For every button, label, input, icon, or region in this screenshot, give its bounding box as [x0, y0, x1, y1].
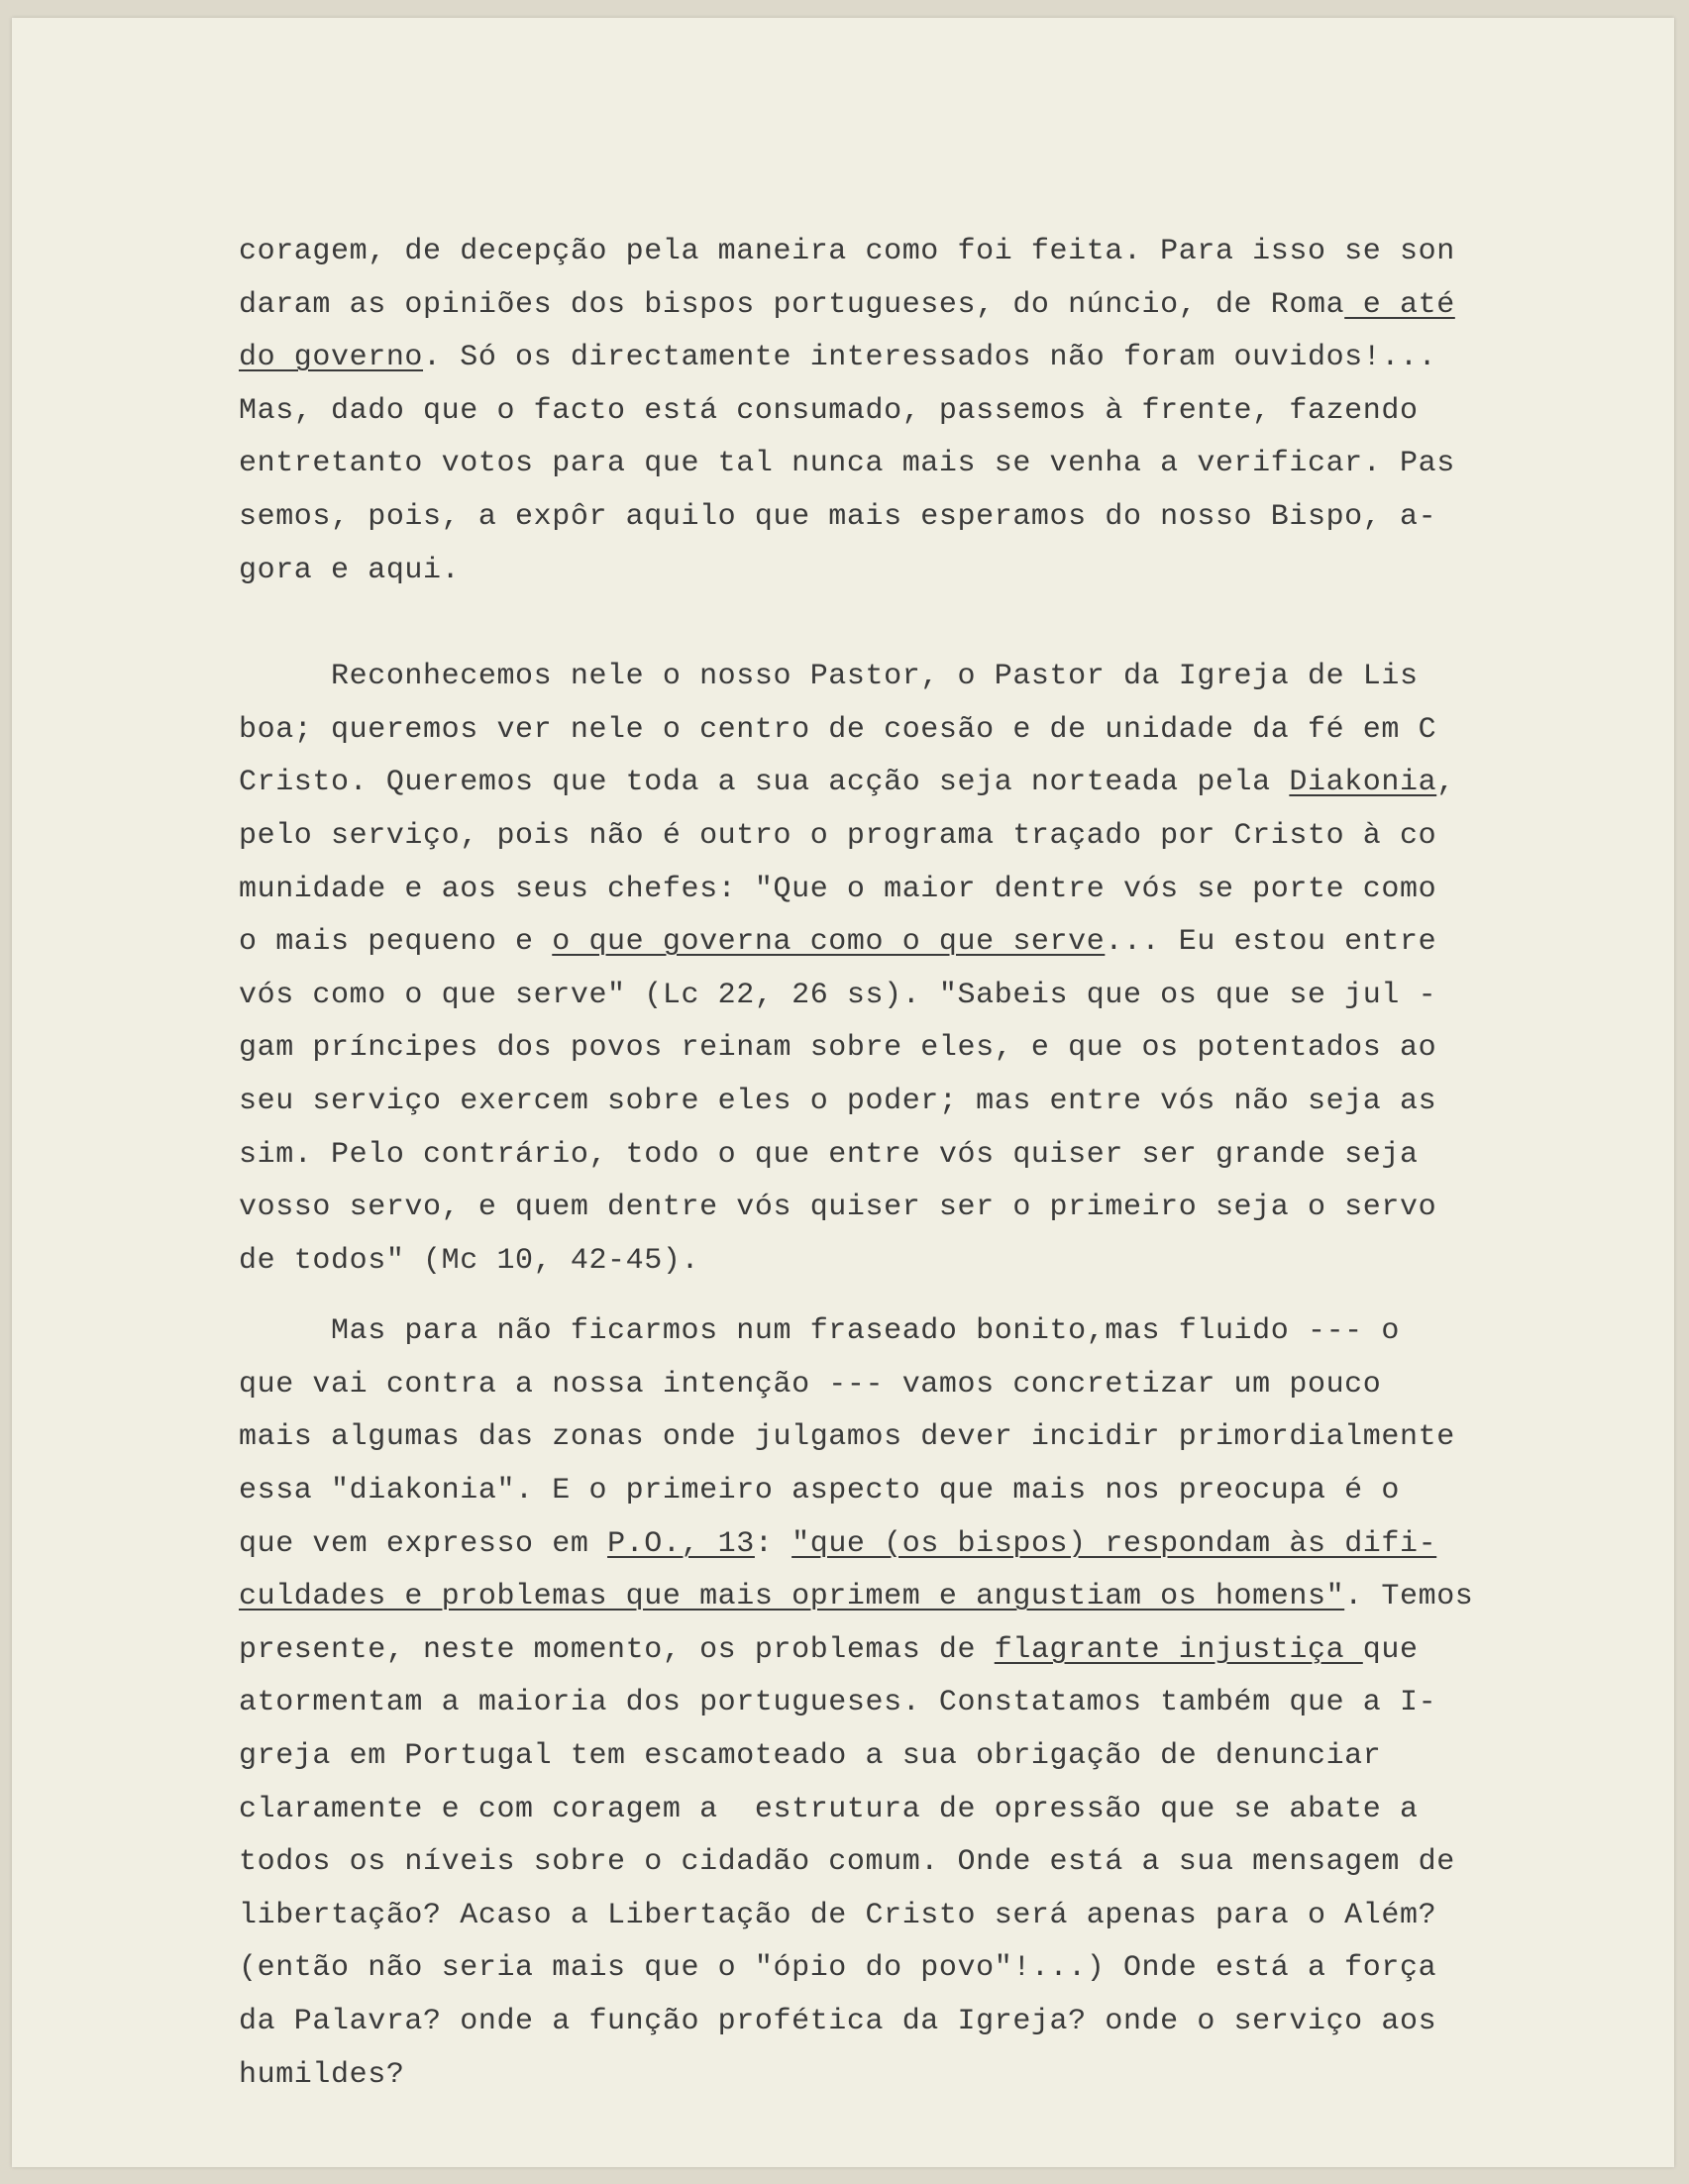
text-run: :	[754, 1526, 792, 1561]
text-run: . Temos	[1344, 1580, 1474, 1614]
text-line	[239, 1890, 1546, 1943]
text-run: vós como o que serve" (Lc 22, 26 ss). "Sabeis que os que se jul -	[239, 978, 1437, 1012]
underlined-text: o que governa como o que serve	[552, 925, 1106, 960]
text-line	[239, 1996, 1546, 2049]
text-line	[239, 545, 1546, 598]
text-line	[239, 970, 1546, 1023]
text-run: gam príncipes dos povos reinam sobre eles, e que os potentados ao	[239, 1031, 1437, 1066]
text-run: . Só os directamente interessados não foram ouvidos!...	[423, 341, 1437, 375]
text-line	[239, 1730, 1546, 1784]
text-run: da Palavra? onde a função profética da Igreja? onde o serviço aos	[239, 2005, 1437, 2038]
text-run: semos, pois, a expôr aquilo que mais esperamos do nosso Bispo, a-	[239, 499, 1437, 534]
text-line	[239, 1677, 1546, 1730]
text-run: todos os níveis sobre o cidadão comum. Onde está a sua mensagem de	[239, 1845, 1455, 1880]
text-run: boa; queremos ver nele o centro de coesão e de unidade da fé em C	[239, 712, 1437, 747]
text-line	[239, 1182, 1546, 1235]
text-line	[239, 916, 1546, 970]
text-run: que vai contra a nossa intenção --- vamos concretizar um pouco	[239, 1367, 1382, 1402]
text-line	[239, 1305, 1546, 1359]
text-run: sim. Pelo contrário, todo o que entre vós quiser ser grande seja	[239, 1137, 1419, 1172]
text-line	[239, 1076, 1546, 1129]
text-run: vosso servo, e quem dentre vós quiser ser o primeiro seja o servo	[239, 1191, 1437, 1225]
text-run: claramente e com coragem a estrutura de opressão que se abate a	[239, 1792, 1419, 1826]
text-run: mais algumas das zonas onde julgamos dever incidir primordialmente	[239, 1420, 1455, 1455]
text-line	[239, 1571, 1546, 1624]
text-line	[239, 1359, 1546, 1412]
text-line	[239, 1465, 1546, 1518]
text-line	[239, 704, 1546, 758]
text-line	[239, 1022, 1546, 1076]
text-line	[239, 1518, 1546, 1572]
text-run: ,	[1436, 766, 1455, 800]
underlined-text: e até	[1344, 287, 1455, 322]
text-line	[239, 385, 1546, 439]
text-run: que vem expresso em	[239, 1526, 608, 1561]
text-run: Mas, dado que o facto está consumado, passemos à frente, fazendo	[239, 393, 1419, 428]
text-line	[239, 651, 1546, 704]
document-body	[239, 226, 1546, 2102]
text-line	[239, 1624, 1546, 1678]
paragraph	[239, 651, 1546, 1288]
text-run: pelo serviço, pois não é outro o programa traçado por Cristo à co	[239, 818, 1437, 853]
paragraph-gap	[239, 1288, 1546, 1305]
text-run: (então não seria mais que o "ópio do povo"!...) Onde está a força	[239, 1951, 1437, 1986]
text-run: munidade e aos seus chefes: "Que o maior dentre vós se porte como	[239, 872, 1437, 906]
text-line	[239, 1235, 1546, 1289]
paragraph	[239, 1305, 1546, 2102]
text-line	[239, 1411, 1546, 1465]
text-run: atormentam a maioria dos portugueses. Constatamos também que a I-	[239, 1686, 1437, 1720]
text-run: entretanto votos para que tal nunca mais se venha a verificar. Pas	[239, 447, 1455, 481]
text-line	[239, 1942, 1546, 1996]
text-run: daram as opiniões dos bispos portugueses, do núncio, de Roma	[239, 287, 1345, 322]
underlined-text: flagrante injustiça	[994, 1632, 1363, 1667]
text-line	[239, 279, 1546, 333]
text-line	[239, 332, 1546, 385]
text-line	[239, 757, 1546, 810]
text-line	[239, 1836, 1546, 1890]
text-run: gora e aqui.	[239, 553, 461, 587]
underlined-text: "que (os bispos) respondam às difi-	[792, 1526, 1437, 1561]
text-run: Mas para não ficarmos num fraseado bonito,mas fluido --- o	[239, 1314, 1400, 1349]
text-line	[239, 1129, 1546, 1183]
typewritten-page	[12, 18, 1674, 2167]
text-line	[239, 491, 1546, 545]
text-line	[239, 864, 1546, 917]
text-run: libertação? Acaso a Libertação de Cristo será apenas para o Além?	[239, 1898, 1437, 1932]
text-run: o mais pequeno e	[239, 925, 553, 960]
text-line	[239, 226, 1546, 279]
text-run: ... Eu estou entre	[1105, 925, 1437, 960]
text-line	[239, 438, 1546, 491]
underlined-text: culdades e problemas que mais oprimem e angustiam os homens"	[239, 1580, 1345, 1614]
text-run: coragem, de decepção pela maneira como foi feita. Para isso se son	[239, 235, 1455, 268]
text-run: presente, neste momento, os problemas de	[239, 1632, 995, 1667]
text-run: de todos" (Mc 10, 42-45).	[239, 1243, 700, 1278]
text-run: essa "diakonia". E o primeiro aspecto que mais nos preocupa é o	[239, 1474, 1400, 1508]
text-line	[239, 1784, 1546, 1837]
underlined-text: do governo	[239, 341, 424, 375]
text-run: Cristo. Queremos que toda a sua acção seja norteada pela	[239, 766, 1290, 800]
text-run: humildes?	[239, 2057, 405, 2092]
paragraph-gap	[239, 597, 1546, 651]
text-run: Reconhecemos nele o nosso Pastor, o Pastor da Igreja de Lis	[239, 660, 1419, 694]
underlined-text: P.O., 13	[607, 1526, 755, 1561]
text-run: greja em Portugal tem escamoteado a sua obrigação de denunciar	[239, 1739, 1382, 1774]
text-line	[239, 810, 1546, 864]
text-run: que	[1362, 1632, 1419, 1667]
text-run: seu serviço exercem sobre eles o poder; mas entre vós não seja as	[239, 1084, 1437, 1118]
paragraph	[239, 226, 1546, 597]
underlined-text: Diakonia	[1289, 766, 1437, 800]
text-line	[239, 2049, 1546, 2103]
